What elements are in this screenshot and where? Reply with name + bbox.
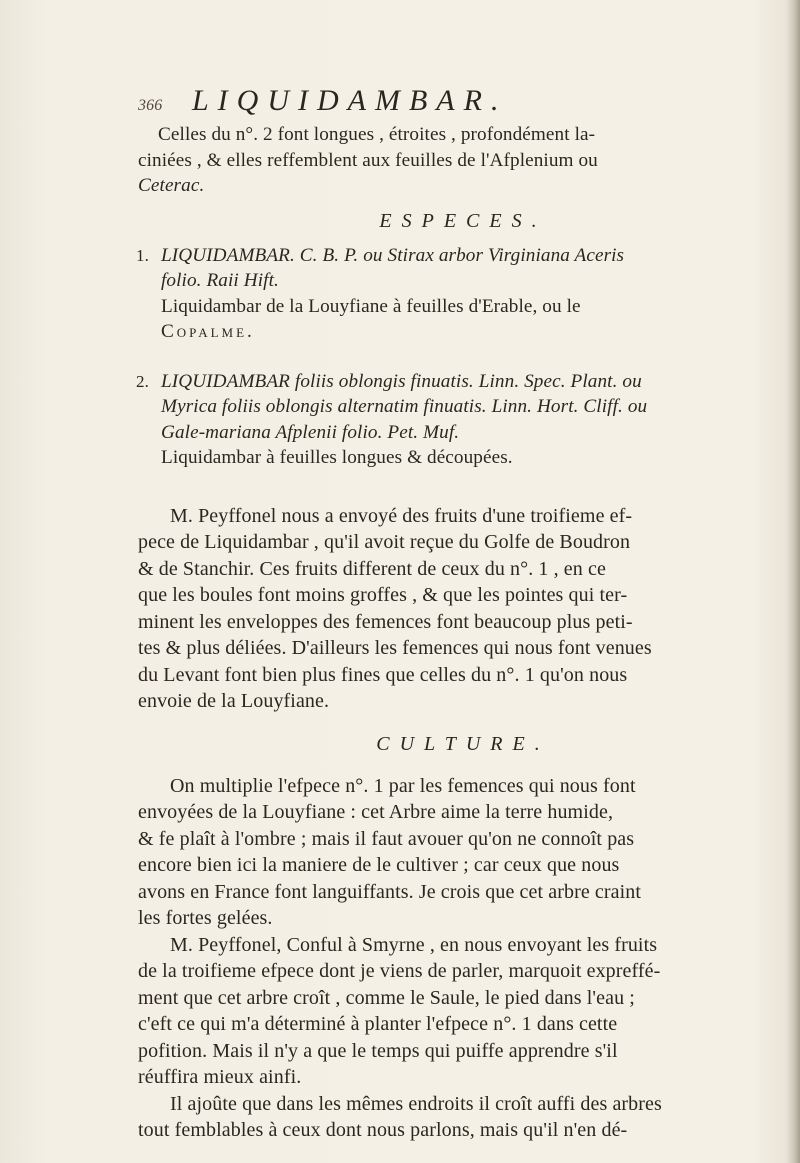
text-line: Gale-mariana Afplenii folio. Pet. Muf.: [161, 421, 460, 443]
especes-heading: ESPECES.: [379, 209, 547, 232]
culture-paragraph-1: [138, 773, 778, 932]
species-number: 2.: [136, 371, 149, 391]
text-line: Ceterac.: [138, 175, 205, 196]
text-line: On multiplie l'efpece n°. 1 par les femences qui nous font: [170, 774, 636, 797]
page-spine-shadow: [786, 0, 800, 1163]
page-text: [136, 84, 778, 1144]
culture-paragraph-2: [138, 932, 778, 1091]
text-line: pofition. Mais il n'y a que le temps qui puiffe apprendre s'il: [138, 1039, 618, 1062]
text-line: envoie de la Louyfiane.: [138, 690, 330, 712]
text-line: minent les enveloppes des femences font beaucoup plus peti-: [138, 610, 633, 633]
text-line: M. Peyffonel nous a envoyé des fruits d'une troifieme ef-: [170, 504, 633, 527]
text-line: folio. Raii Hift.: [161, 270, 279, 291]
running-title: LIQUIDAMBAR.: [192, 84, 508, 117]
species-entry-2: [138, 369, 778, 471]
intro-paragraph: [138, 122, 778, 199]
text-line: du Levant font bien plus fines que celles du n°. 1 qu'on nous: [138, 663, 628, 686]
text-line: Copalme.: [161, 321, 255, 342]
text-line: ciniées , & elles reffemblent aux feuilles de l'Afplenium ou: [138, 149, 598, 171]
text-line: & de Stanchir. Ces fruits different de ceux du n°. 1 , en ce: [138, 557, 606, 580]
text-line: ment que cet arbre croît , comme le Saule, le pied dans l'eau ;: [138, 986, 635, 1009]
text-line: avons en France font languiffants. Je crois que cet arbre craint: [138, 880, 642, 903]
peyssonel-paragraph: [138, 503, 778, 715]
culture-paragraph-3: [138, 1091, 778, 1144]
text-line: tes & plus déliées. D'ailleurs les femences qui nous font venues: [138, 637, 652, 659]
text-line: M. Peyffonel, Conful à Smyrne , en nous envoyant les fruits: [170, 933, 658, 956]
species-number: 1.: [136, 245, 149, 265]
text-line: Myrica foliis oblongis alternatim finuatis. Linn. Hort. Cliff. ou: [161, 396, 648, 417]
text-line: réuffira mieux ainfi.: [138, 1066, 302, 1088]
page-header: [138, 84, 778, 122]
page-number: 366: [138, 97, 163, 114]
text-line: Liquidambar de la Louyfiane à feuilles d'Erable, ou le: [161, 295, 581, 317]
text-line: envoyées de la Louyfiane : cet Arbre aime la terre humide,: [138, 801, 614, 823]
culture-heading: CULTURE.: [376, 732, 550, 755]
text-line: c'eft ce qui m'a déterminé à planter l'efpece n°. 1 dans cette: [138, 1013, 618, 1035]
text-line: tout femblables à ceux dont nous parlons, mais qu'il n'en dé-: [138, 1119, 628, 1141]
text-line: les fortes gelées.: [138, 907, 273, 929]
text-line: pece de Liquidambar , qu'il avoit reçue du Golfe de Boudron: [138, 531, 631, 553]
text-line: Celles du n°. 2 font longues , étroites , profondément la-: [158, 124, 596, 145]
text-line: que les boules font moins groffes , & que les pointes qui ter-: [138, 584, 628, 606]
text-line: LIQUIDAMBAR. C. B. P. ou Stirax arbor Virginiana Aceris: [161, 244, 625, 266]
text-line: & fe plaît à l'ombre ; mais il faut avouer qu'on ne connoît pas: [138, 827, 635, 850]
species-entry-1: [138, 243, 778, 345]
text-line: Il ajoûte que dans les mêmes endroits il croît auffi des arbres: [170, 1092, 662, 1115]
text-line: encore bien ici la maniere de le cultiver ; car ceux que nous: [138, 854, 620, 876]
text-line: Liquidambar à feuilles longues & découpées.: [161, 447, 513, 468]
text-line: de la troifieme efpece dont je viens de parler, marquoit expreffé-: [138, 960, 661, 982]
text-line: LIQUIDAMBAR foliis oblongis finuatis. Linn. Spec. Plant. ou: [161, 370, 642, 392]
